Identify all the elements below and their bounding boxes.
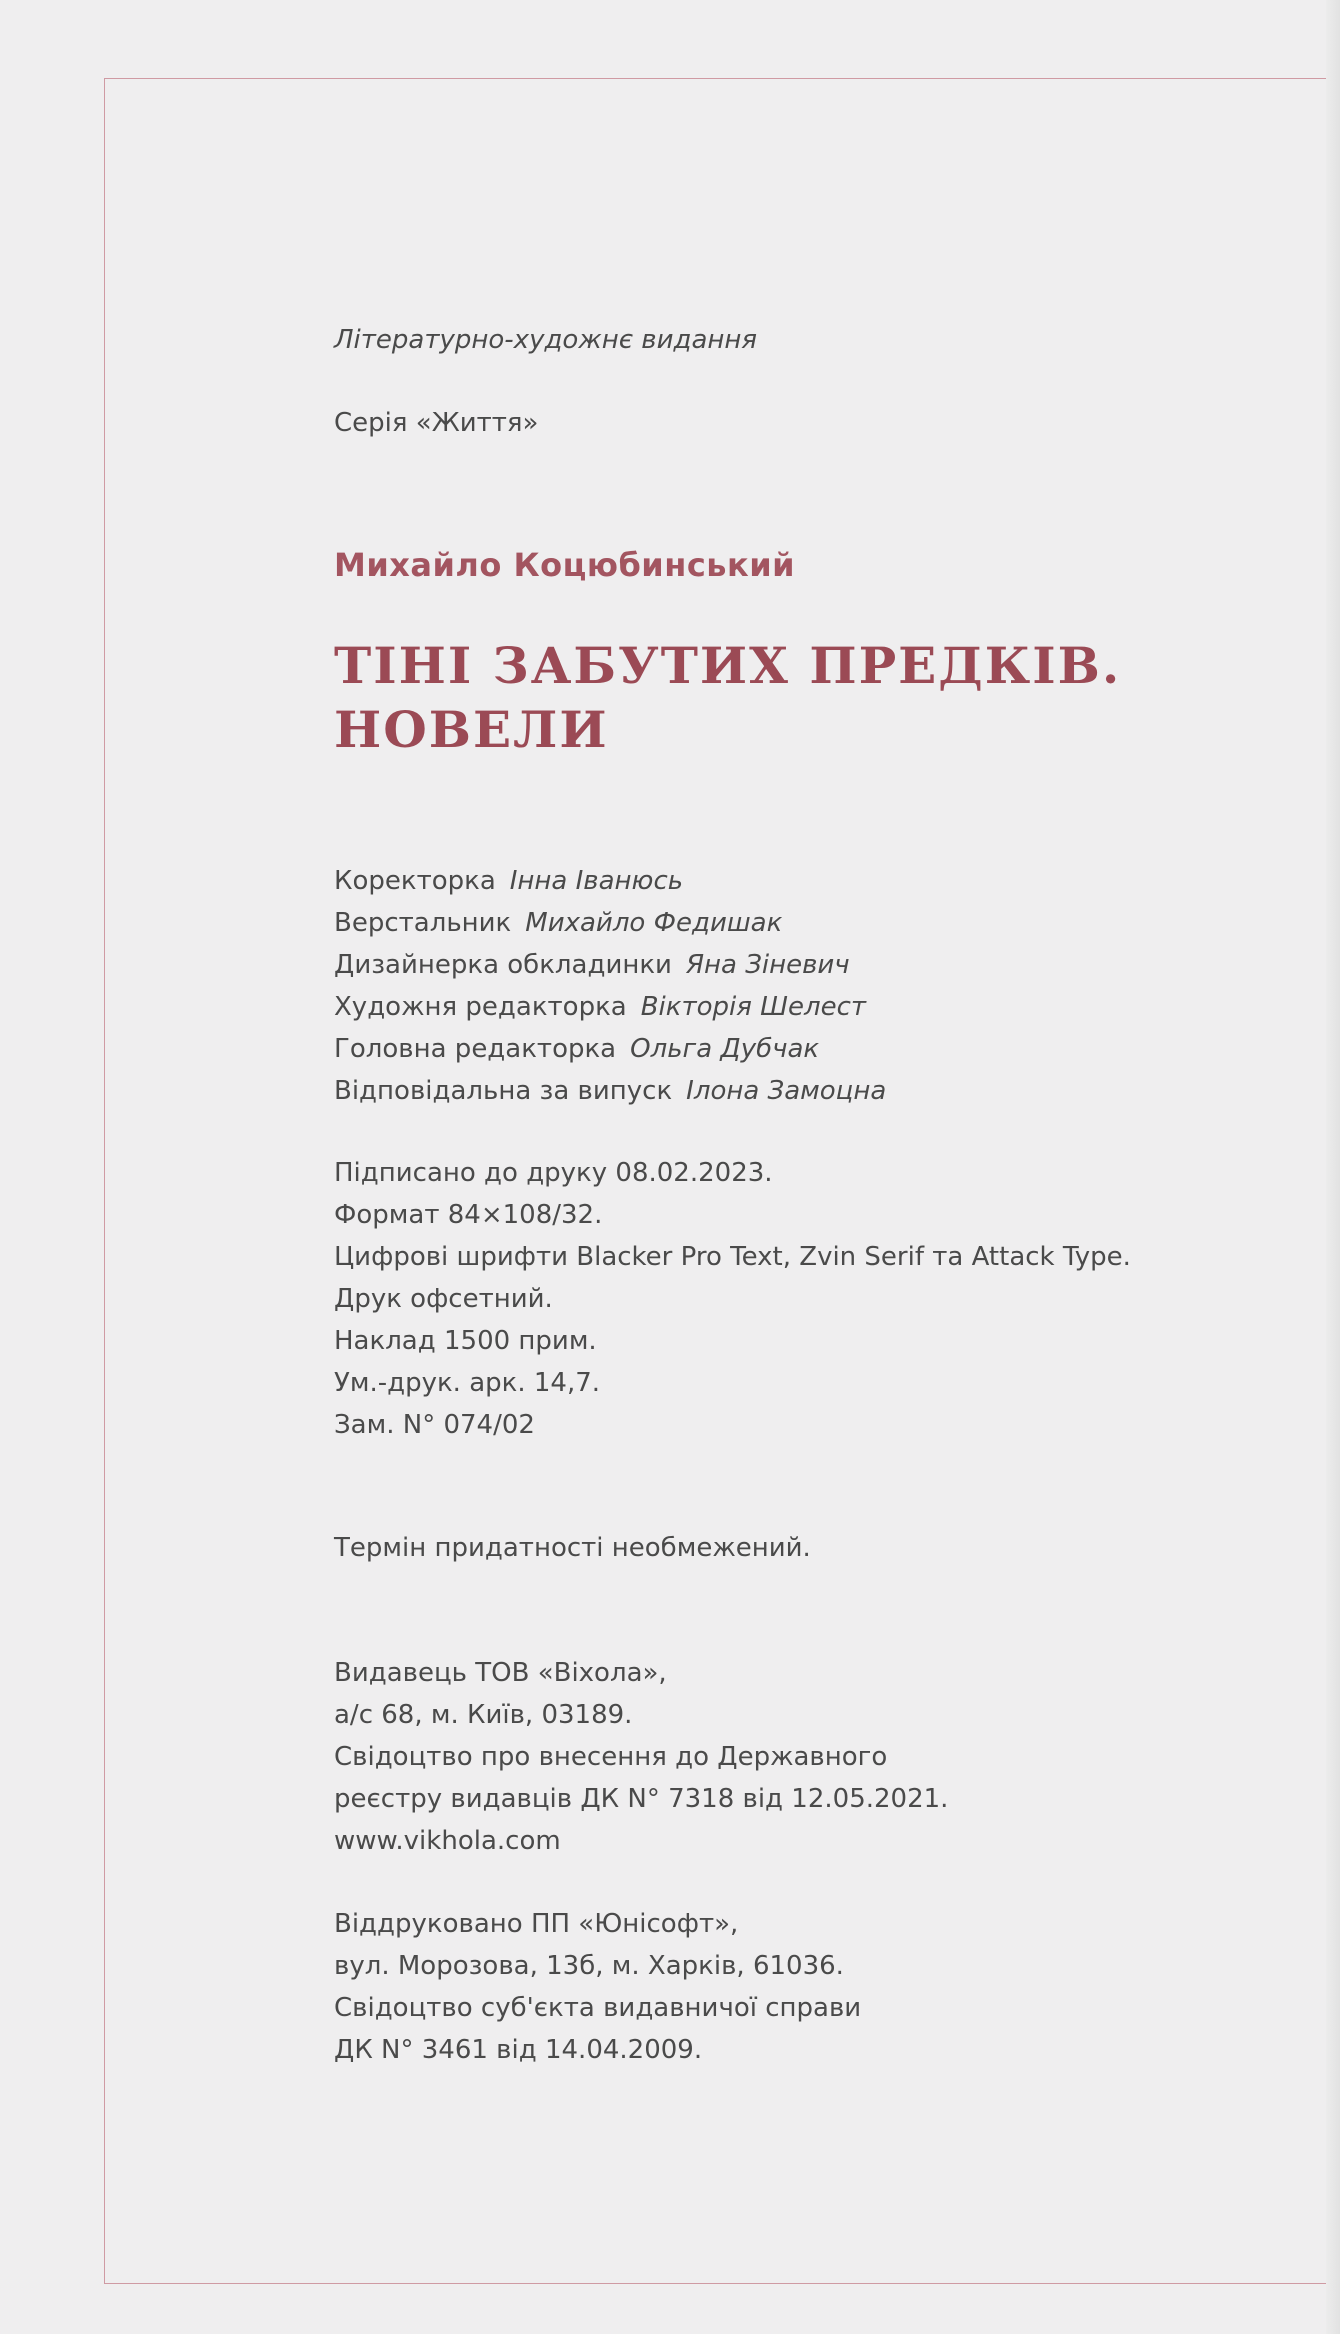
credit-role: Художня редакторка bbox=[334, 992, 627, 1022]
publisher-line: Видавець ТОВ «Віхола», bbox=[334, 1658, 667, 1688]
author-name: Михайло Коцюбинський bbox=[334, 546, 796, 584]
page-edge bbox=[1326, 0, 1340, 2334]
print-info-line: Наклад 1500 прим. bbox=[334, 1326, 597, 1356]
credit-row bbox=[334, 865, 683, 897]
credit-row bbox=[334, 991, 866, 1023]
print-info-line: Формат 84×108/32. bbox=[334, 1200, 603, 1230]
credit-role: Відповідальна за випуск bbox=[334, 1076, 673, 1106]
printer-line: ДК N° 3461 від 14.04.2009. bbox=[334, 2035, 703, 2065]
shelf-life: Термін придатності необмежений. bbox=[334, 1533, 811, 1563]
credit-row bbox=[334, 1075, 886, 1107]
publisher-line: реєстру видавців ДК N° 7318 від 12.05.2021. bbox=[334, 1784, 949, 1814]
book-title-line-2: НОВЕЛИ bbox=[334, 700, 609, 759]
credit-person: Яна Зіневич bbox=[685, 950, 850, 980]
credit-row bbox=[334, 907, 782, 939]
credit-row bbox=[334, 949, 850, 981]
printer-line: вул. Морозова, 13б, м. Харків, 61036. bbox=[334, 1951, 844, 1981]
printer-line: Свідоцтво суб'єкта видавничої справи bbox=[334, 1993, 862, 2023]
publisher-line: а/с 68, м. Київ, 03189. bbox=[334, 1700, 633, 1730]
publisher-line: Свідоцтво про внесення до Державного bbox=[334, 1742, 888, 1772]
print-info-line: Підписано до друку 08.02.2023. bbox=[334, 1158, 773, 1188]
print-info-line: Зам. N° 074/02 bbox=[334, 1410, 535, 1440]
credit-role: Коректорка bbox=[334, 866, 496, 896]
print-info-line: Цифрові шрифти Blacker Pro Text, Zvin Serif та Attack Type. bbox=[334, 1242, 1131, 1272]
printer-line: Віддруковано ПП «Юнісофт», bbox=[334, 1909, 739, 1939]
edition-type: Літературно-художнє видання bbox=[334, 325, 758, 355]
credit-role: Головна редакторка bbox=[334, 1034, 617, 1064]
print-info-line: Ум.-друк. арк. 14,7. bbox=[334, 1368, 601, 1398]
credit-role: Дизайнерка обкладинки bbox=[334, 950, 672, 980]
credit-role: Верстальник bbox=[334, 908, 512, 938]
print-info-line: Друк офсетний. bbox=[334, 1284, 553, 1314]
series-label: Серія «Життя» bbox=[334, 408, 539, 438]
credit-row bbox=[334, 1033, 819, 1065]
credit-person: Ольга Дубчак bbox=[630, 1034, 820, 1064]
publisher-website: www.vikhola.com bbox=[334, 1826, 561, 1856]
credit-person: Михайло Федишак bbox=[525, 908, 783, 938]
credit-person: Ілона Замоцна bbox=[686, 1076, 887, 1106]
book-title-line-1: ТІНІ ЗАБУТИХ ПРЕДКІВ. bbox=[334, 636, 1122, 695]
credit-person: Інна Іванюсь bbox=[509, 866, 684, 896]
credit-person: Вікторія Шелест bbox=[640, 992, 867, 1022]
